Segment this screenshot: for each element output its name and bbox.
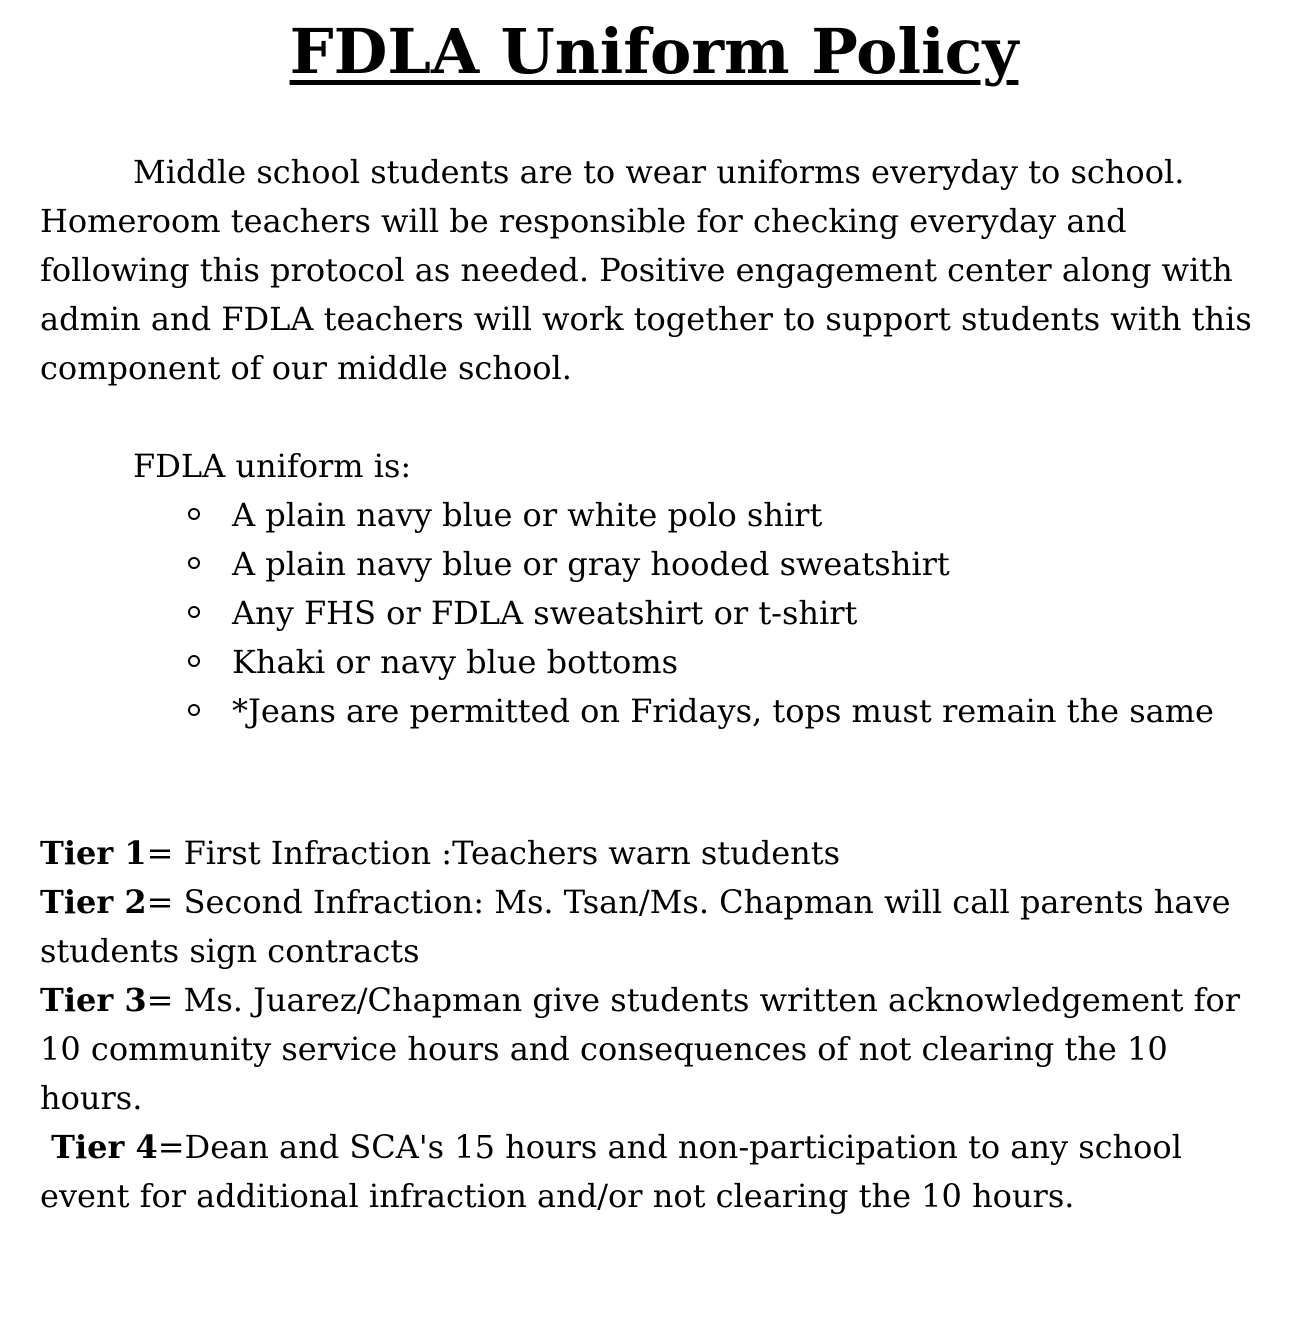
list-item [40,491,1268,540]
list-item [40,540,1268,589]
tier-3-label: Tier 3 [40,981,147,1019]
tier-4-text: =Dean and SCA's 15 hours and non-participation to any school event for additional infraction and/or not clearing the 10 hours. [40,1128,1182,1215]
circle-bullet-icon [188,606,200,618]
uniform-item-text: Khaki or navy blue bottoms [232,643,679,681]
circle-bullet-icon [188,557,200,569]
list-item [40,589,1268,638]
tier-1-text: = First Infraction :Teachers warn students [146,834,841,872]
circle-bullet-icon [188,704,200,716]
circle-bullet-icon [188,655,200,667]
tier-4-label: Tier 4 [40,1128,158,1166]
circle-bullet-icon [188,508,200,520]
uniform-item-text: A plain navy blue or gray hooded sweatshirt [232,545,950,583]
tier-2-text: = Second Infraction: Ms. Tsan/Ms. Chapman will call parents have students sign contracts [40,883,1231,970]
intro-paragraph: Middle school students are to wear uniforms everyday to school. Homeroom teachers will be responsible for checking everyday and following this protocol as needed. Positive engagement center along with admin and FDLA teachers will work together to support students with this component of our middle school. [40,153,1252,387]
tier-row [40,976,1268,1123]
list-item [40,687,1268,736]
uniform-item-text: A plain navy blue or white polo shirt [232,496,823,534]
uniform-item-text: Any FHS or FDLA sweatshirt or t-shirt [232,594,858,632]
tier-row [40,878,1268,976]
document-title: FDLA Uniform Policy [289,15,1019,88]
tier-3-text: = Ms. Juarez/Chapman give students written acknowledgement for 10 community service hours and consequences of not clearing the 10 hours. [40,981,1241,1117]
uniform-list [40,491,1268,736]
list-item [40,638,1268,687]
tier-row [40,829,1268,878]
tier-2-label: Tier 2 [40,883,147,921]
tier-1-label: Tier 1 [40,834,147,872]
tier-section [40,829,1268,1221]
tier-row [40,1123,1268,1221]
uniform-item-text: *Jeans are permitted on Fridays, tops must remain the same [232,692,1214,730]
uniform-list-heading: FDLA uniform is: [133,447,412,485]
